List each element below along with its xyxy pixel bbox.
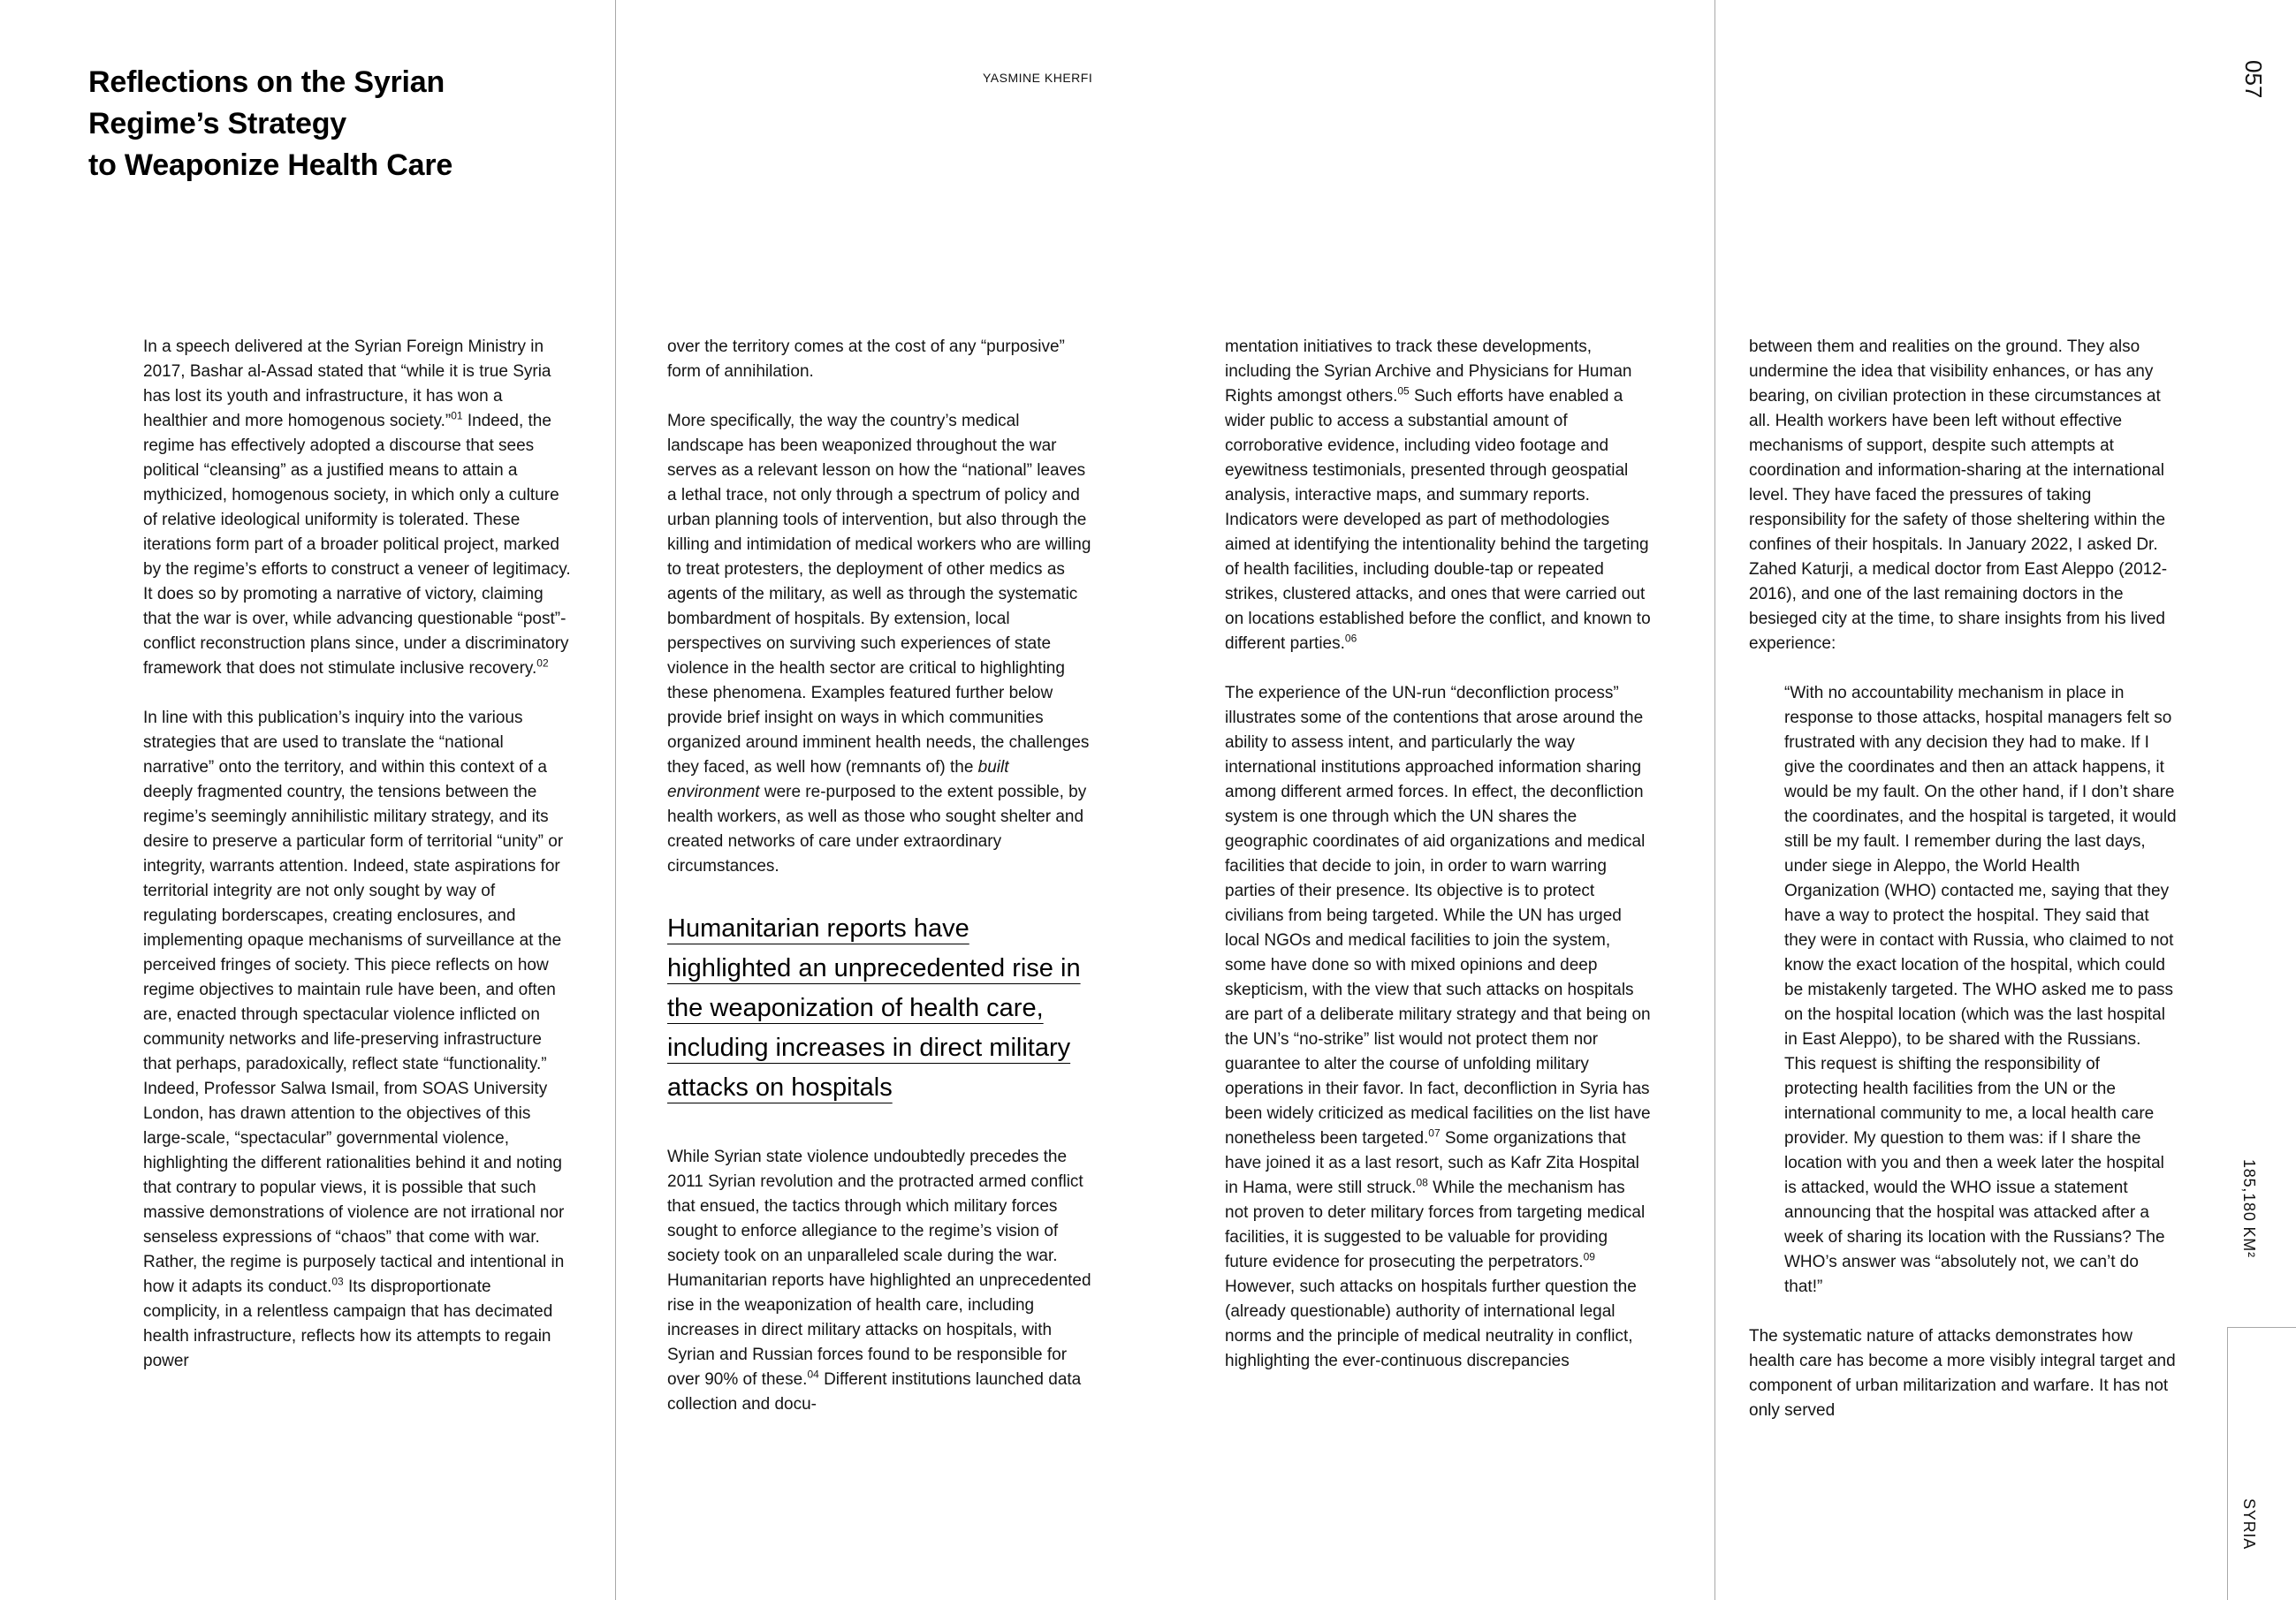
column-divider-left xyxy=(615,0,616,1600)
margin-tick-horizontal xyxy=(2227,1327,2296,1328)
text-segment: The experience of the UN-run “deconfliction process” illustrates some of the contentions that arose around the ability to assess intent, and particularly the way international institutions approached information sharing among different armed forces. In effect, the deconfliction system is one through which the UN shares the geographic coordinates of aid organizations and medical facilities that decide to join, in order to warn warring parties of their presence. Its objective is to protect civilians from being targeted. While the UN has urged local NGOs and medical facilities to join the system, some have done so with mixed opinions and deep skepticism, with the view that such attacks on hospitals are part of a deliberate military strategy and that being on the UN’s “no-strike” list would not protect them nor guarantee to alter the course of unfolding military operations in their favor. In fact, deconfliction in Syria has been widely criticized as medical facilities on the list have nonetheless been targeted. xyxy=(1225,684,1651,1148)
text-segment: were re-purposed to the extent possible, by health workers, as well as those who sought shelter and created networks of care under extraordinary circumstances. xyxy=(667,783,1087,876)
text-column-3 xyxy=(1225,335,1653,1399)
text-segment: Different institutions launched data collection and docu- xyxy=(667,1370,1082,1414)
paragraph xyxy=(1749,1324,2177,1423)
text-segment: Its disproportionate complicity, in a relentless campaign that has decimated health infrastructure, reflects how its attempts to regain power xyxy=(143,1278,553,1370)
text-segment: More specifically, the way the country’s medical landscape has been weaponized throughout the war serves as a relevant lesson on how the “national” leaves a lethal trace, not only through a spectrum of policy and urban planning tools of intervention, but also through the killing and intimidation of medical workers who are willing to treat protesters, the deployment of other medics as agents of the military, as well as through the systematic bombardment of hospitals. By extension, local perspectives on surviving such experiences of state violence in the health sector are critical to highlighting these phenomena. Examples featured further below provide brief insight on ways in which communities organized around imminent health needs, the challenges they faced, as well how (remnants of) the xyxy=(667,412,1091,777)
side-label-area: 185,180 KM² xyxy=(2240,1159,2258,1258)
footnote-reference: 06 xyxy=(1344,632,1357,645)
margin-tick-vertical xyxy=(2227,1327,2228,1600)
article-title-line: Regime’s Strategy xyxy=(88,107,347,140)
text-segment: The systematic nature of attacks demonstrates how health care has become a more visibly integral target and component of urban militarization and warfare. It has not only served xyxy=(1749,1327,2176,1420)
article-title xyxy=(88,62,452,186)
paragraph xyxy=(1749,335,2177,656)
text-column-1 xyxy=(143,335,571,1399)
text-segment: Humanitarian reports have highlighted an unprecedented rise in the weaponization of health care, including increases in direct military attacks on hospitals xyxy=(667,914,1081,1102)
text-segment: over the territory comes at the cost of any “purposive” form of annihilation. xyxy=(667,337,1065,381)
side-label-country: SYRIA xyxy=(2240,1498,2258,1551)
paragraph xyxy=(1225,335,1653,656)
paragraph xyxy=(143,335,571,681)
text-segment: “With no accountability mechanism in place in response to those attacks, hospital managers felt so frustrated with any decision they had to make. If I give the coordinates and then an attack happens, it would be my fault. On the other hand, if I don’t share the coordinates, and the hospital is targeted, it would still be my fault. I remember during the last days, under siege in Aleppo, the World Health Organization (WHO) contacted me, saying that they have a way to protect the hospital. They said that they were in contact with Russia, who claimed to not know the exact location of the hospital, which could be mistakenly targeted. The WHO asked me to pass on the hospital location (which was the last hospital in East Aleppo), to be shared with the Russians. This request is shifting the responsibility of protecting health facilities from the UN or the international community to me, a local health care provider. My question to them was: if I share the location with you and then a week later the hospital is attacked, would the WHO issue a statement announcing that the hospital was attacked after a week of sharing its location with the Russians? The WHO’s answer was “absolutely not, we can’t do that!” xyxy=(1784,684,2177,1296)
paragraph xyxy=(1225,681,1653,1374)
text-segment: However, such attacks on hospitals further question the (already questionable) authority of international legal norms and the principle of medical neutrality in conflict, highlighting the ever-continuous discrepancies xyxy=(1225,1278,1637,1370)
footnote-reference: 04 xyxy=(807,1368,819,1381)
article-title-line: Reflections on the Syrian xyxy=(88,65,445,99)
text-segment: While Syrian state violence undoubtedly precedes the 2011 Syrian revolution and the protracted armed conflict that ensued, the tactics through which military forces sought to enforce allegiance to the regime’s vision of society took on an unparalleled scale during the war. Humanitarian reports have highlighted an unprecedented rise in the weaponization of health care, including increases in direct military attacks on hospitals, with Syrian and Russian forces found to be responsible for over 90% of these. xyxy=(667,1148,1091,1389)
footnote-reference: 02 xyxy=(536,656,549,670)
author-name: YASMINE KHERFI xyxy=(983,71,1093,85)
article-title-line: to Weaponize Health Care xyxy=(88,148,453,182)
block-quote xyxy=(1784,681,2177,1300)
paragraph xyxy=(143,706,571,1374)
text-segment: In a speech delivered at the Syrian Foreign Ministry in 2017, Bashar al-Assad stated that “while it is true Syria has lost its youth and infrastructure, it has won a healthier and more homogenous society.” xyxy=(143,337,551,430)
text-segment: mentation initiatives to track these developments, including the Syrian Archive and Physicians for Human Rights amongst others. xyxy=(1225,337,1632,406)
text-segment: While the mechanism has not proven to deter military forces from targeting medical facilities, it is suggested to be valuable for providing future evidence for prosecuting the perpetrators. xyxy=(1225,1179,1646,1271)
text-column-2 xyxy=(667,335,1095,1442)
footnote-reference: 05 xyxy=(1397,384,1410,398)
italic-text-segment: built environment xyxy=(667,758,1009,801)
column-divider-right xyxy=(1714,0,1715,1600)
text-segment: between them and realities on the ground. They also undermine the idea that visibility enhances, or has any bearing, on civilian protection in these circumstances at all. Health workers have been left without effective mechanisms of support, despite such attempts at coordination and information-sharing at the international level. They have faced the pressures of taking responsibility for the safety of those sheltering within the confines of their hospitals. In January 2022, I asked Dr. Zahed Katurji, a medical doctor from East Aleppo (2012-2016), and one of the last remaining doctors in the besieged city at the time, to share insights from his lived experience: xyxy=(1749,337,2168,653)
footnote-reference: 07 xyxy=(1428,1126,1441,1140)
text-segment: Some organizations that have joined it as a last resort, such as Kafr Zita Hospital in Hama, were still struck. xyxy=(1225,1129,1639,1197)
footnote-reference: 01 xyxy=(451,409,463,422)
text-segment: Indeed, the regime has effectively adopted a discourse that sees political “cleansing” as a justified means to attain a mythicized, homogenous society, in which only a culture of relative ideological uniformity is tolerated. These iterations form part of a broader political project, marked by the regime’s efforts to construct a veneer of legitimacy. It does so by promoting a narrative of victory, claiming that the war is over, while advancing questionable “post”-conflict reconstruction plans since, under a discriminatory framework that does not stimulate inclusive recovery. xyxy=(143,412,571,678)
text-segment: In line with this publication’s inquiry into the various strategies that are used to translate the “national narrative” onto the territory, and within this context of a deeply fragmented country, the tensions between the regime’s seemingly annihilistic military strategy, and its desire to preserve a particular form of territorial “unity” or integrity, warrants attention. Indeed, state aspirations for territorial integrity are not only sought by way of regulating borderscapes, creating enclosures, and implementing opaque mechanisms of surveillance at the perceived fringes of society. This piece reflects on how regime objectives to maintain rule have been, and often are, enacted through spectacular violence inflicted on community networks and life-preserving infrastructure that perhaps, paradoxically, reflect state “functionality.” Indeed, Professor Salwa Ismail, from SOAS University London, has drawn attention to the objectives of this large-scale, “spectacular” governmental violence, highlighting the different rationalities behind it and noting that contrary to popular views, it is possible that such massive demonstrations of violence are not irrational nor senseless expressions of “chaos” that come with war. Rather, the regime is purposely tactical and intentional in how it adapts its conduct. xyxy=(143,709,565,1296)
page-number: 057 xyxy=(2240,60,2267,99)
paragraph xyxy=(667,1145,1095,1417)
footnote-reference: 09 xyxy=(1583,1250,1595,1263)
footnote-reference: 08 xyxy=(1416,1176,1428,1189)
text-column-4 xyxy=(1749,335,2177,1448)
paragraph xyxy=(667,335,1095,384)
pull-quote xyxy=(667,909,1095,1108)
footnote-reference: 03 xyxy=(331,1275,344,1288)
text-segment: Such efforts have enabled a wider public to access a substantial amount of corroborative evidence, including video footage and eyewitness testimonials, presented through geospatial analysis, interactive maps, and summary reports. Indicators were developed as part of methodologies aimed at identifying the intentionality behind the targeting of health facilities, including double-tap or repeated strikes, clustered attacks, and ones that were carried out on locations established before the conflict, and known to different parties. xyxy=(1225,387,1651,653)
paragraph xyxy=(667,409,1095,879)
